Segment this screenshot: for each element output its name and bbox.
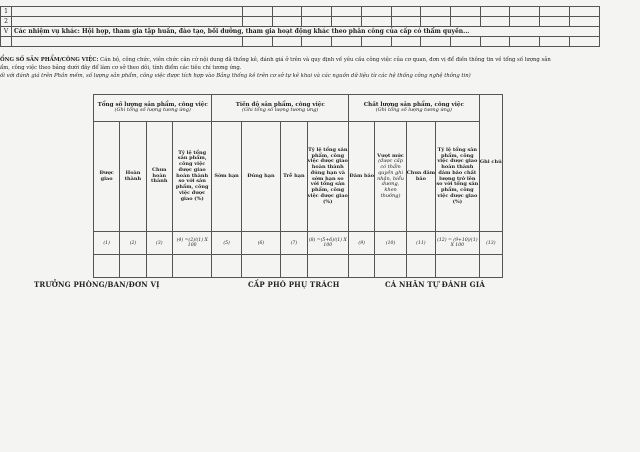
col-on-time: Đúng hạn [241,122,280,232]
row-text [12,37,243,47]
formula-cell: (12) = (9+10)/(1) X 100 [436,232,480,255]
summary-line-1: Cán bộ, công chức, viên chức căn cứ nội dung đã thống kê, đánh giá ở trên và quy định về yêu cầu công việc của cơ quan, đơn vị để điền thông tin về tổng số lượng sản [98,57,551,63]
col-ontime-rate: Tỷ lệ tổng sản phẩm, công việc được giao hoàn thành đúng hạn và sớm hạn so với tổng sản phẩm, công việc được giao (%) [307,122,349,232]
group-total [94,95,212,122]
summary-table [93,94,503,278]
group-note: (Ghi tổng số lượng tương ứng) [114,107,191,114]
formula-cell: (10) [375,232,406,255]
group-quality [349,95,480,122]
formula-cell: (6) [241,232,280,255]
formula-cell: (2) [120,232,146,255]
signature-deputy: CẤP PHÓ PHỤ TRÁCH [248,280,340,289]
table-row [1,37,600,47]
group-title: Tổng số lượng sản phẩm, công việc [97,101,208,108]
formula-row [94,232,503,255]
summary-line-2: ẩm, công việc theo bảng dưới đây để làm cơ sở theo dõi, tính điểm các tiêu chí tương ứng. [0,65,242,71]
formula-cell: (11) [406,232,435,255]
table-row [1,27,600,37]
formula-cell: (8) =(5+6)/(1) X 100 [307,232,349,255]
signature-self: CÁ NHÂN TỰ ĐÁNH GIÁ [385,280,485,289]
formula-cell: (4) =(2)/(1) X 100 [172,232,211,255]
summary-section [0,56,600,80]
formula-cell: (3) [146,232,172,255]
task-table-bottom [0,6,600,47]
formula-cell: (9) [349,232,375,255]
row-text [12,17,243,27]
col-ensured: Đảm bảo [349,122,375,232]
empty-row [94,255,503,278]
col-exceeded-note: (được cấp có thẩm quyền ghi nhận, biểu dương, khen thưởng) [377,158,404,199]
summary-line-3: ối với đánh giá trên Phần mềm, số lượng sản phẩm, công việc được tích hợp vào Bảng thống kê trên cơ sở tự kê khai và các nguồn dữ liệu từ các hệ thống công nghệ thông tin) [0,73,471,79]
col-completion-rate: Tỷ lệ tổng sản phẩm, công việc được giao hoàn thành so với sản phẩm, công việc được giao (%) [172,122,211,232]
col-quality-rate: Tỷ lệ tổng sản phẩm, công việc được giao hoàn thành đảm bảo chất lượng trở lên so với tổng sản phẩm, công việc được giao (%) [436,122,480,232]
group-header-row [94,95,503,122]
column-header-row [94,122,503,232]
group-note: (Ghi tổng số lượng tương ứng) [375,107,452,114]
col-late: Trễ hạn [281,122,307,232]
formula-cell: (13) [479,232,502,255]
col-exceeded-label: Vượt mức [377,152,404,159]
col-not-ensured: Chưa đảm bảo [406,122,435,232]
group-progress [212,95,349,122]
signature-department-head: TRƯỞNG PHÒNG/BAN/ĐƠN VỊ [34,280,160,289]
row-number [1,37,12,47]
row-number: 2 [1,17,12,27]
table-row [1,7,600,17]
formula-cell: (5) [212,232,241,255]
summary-heading: ỔNG SỐ SẢN PHẨM/CÔNG VIỆC: [0,57,99,63]
table-row [1,17,600,27]
col-not-completed: Chưa hoàn thành [146,122,172,232]
row-text: Các nhiệm vụ khác: Hội họp, tham gia tập huấn, đào tạo, bồi dưỡng, tham gia hoạt động khác theo phân công của cấp có thẩm quyền... [12,27,600,37]
row-number: V [1,27,12,37]
col-assigned: Được giao [94,122,120,232]
formula-cell: (7) [281,232,307,255]
col-completed: Hoàn thành [120,122,146,232]
col-early: Sớm hạn [212,122,241,232]
group-title: Tiến độ sản phẩm, công việc [235,101,325,108]
row-text [12,7,243,17]
formula-cell: (1) [94,232,120,255]
group-title: Chất lượng sản phẩm, công việc [363,101,464,108]
col-note: Ghi chú [479,95,502,232]
row-number: 1 [1,7,12,17]
group-note: (Ghi tổng số lượng tương ứng) [242,107,319,114]
col-exceeded [375,122,406,232]
